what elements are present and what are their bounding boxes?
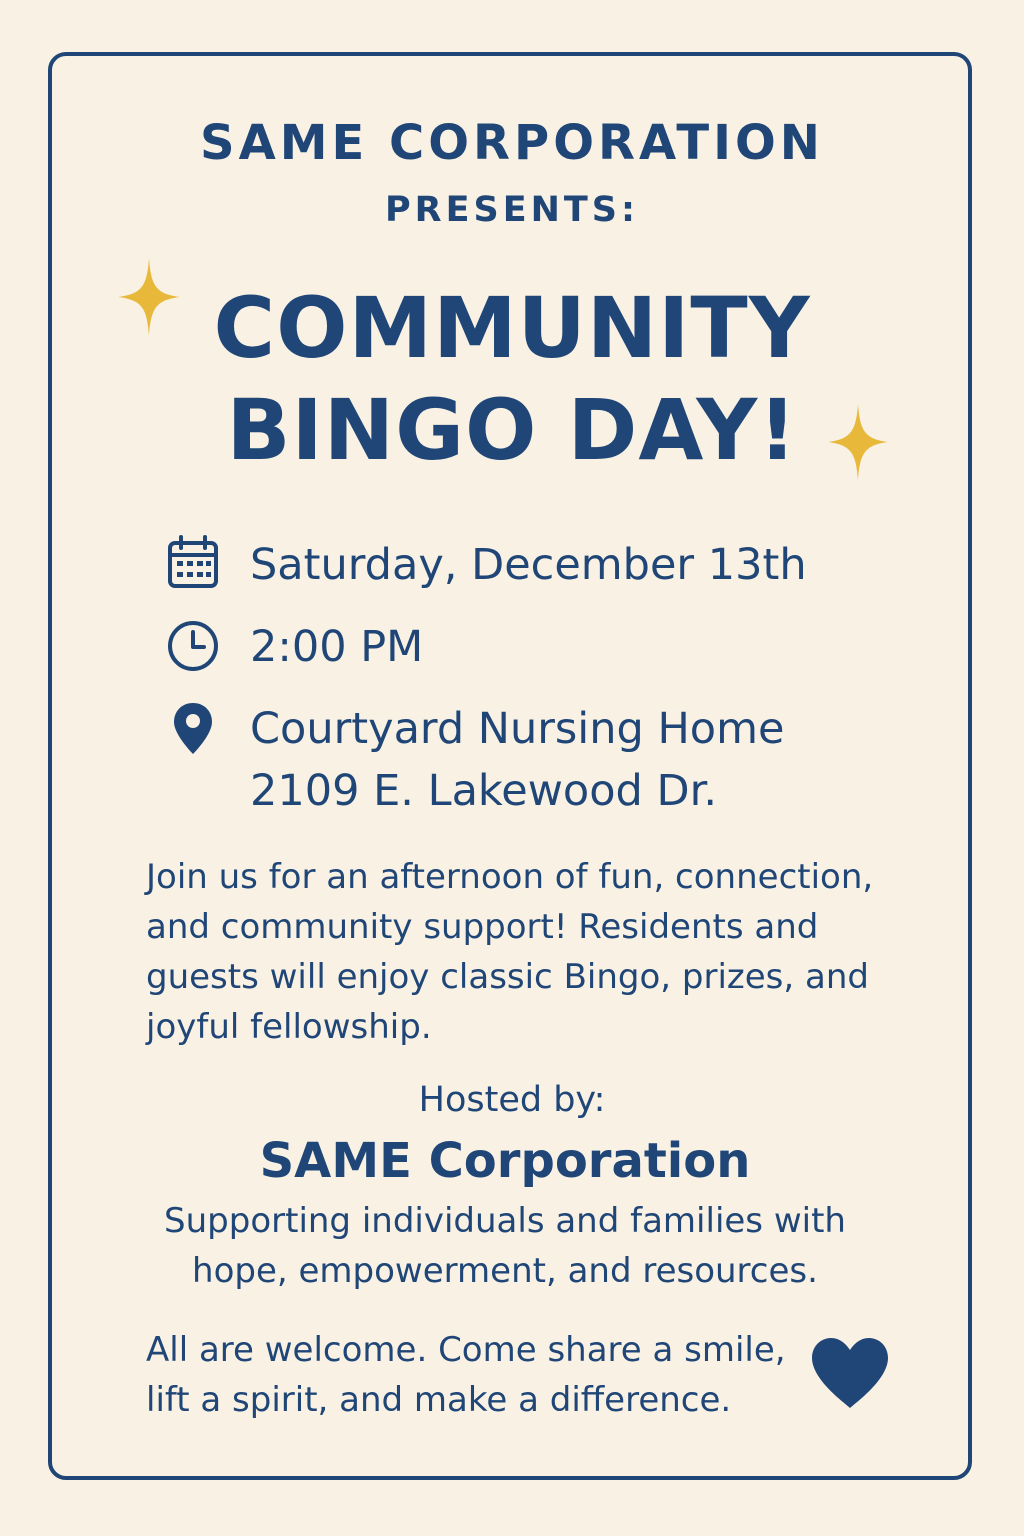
date-row: [166, 534, 807, 596]
heart-icon: [810, 1336, 890, 1410]
host-name: SAME Corporation: [259, 1133, 751, 1189]
event-title-line1: COMMUNITY: [213, 279, 811, 377]
event-date: Saturday, December 13th: [250, 540, 807, 590]
host-tagline-line1: Supporting individuals and families with: [164, 1201, 846, 1241]
time-row: [166, 616, 423, 678]
hosted-by-label: Hosted by:: [418, 1080, 606, 1120]
map-pin-icon: [166, 698, 222, 754]
location-row: [166, 698, 784, 822]
event-description: Join us for an afternoon of fun, connection, and community support! Residents and guests will enjoy classic Bingo, prizes, and joyful fellowship.: [146, 857, 874, 1047]
calendar-icon: [166, 534, 222, 590]
location-name: Courtyard Nursing Home: [250, 704, 785, 754]
presenter-name: SAME CORPORATION: [200, 115, 824, 171]
host-tagline: [0, 1196, 1010, 1296]
closing-message: [146, 1325, 806, 1425]
event-location: [250, 698, 784, 822]
closing-line2: lift a spirit, and make a difference.: [146, 1380, 732, 1420]
clock-icon: [166, 616, 222, 672]
host-tagline-line2: hope, empowerment, and resources.: [192, 1251, 818, 1291]
event-title-line2: BINGO DAY!: [226, 381, 798, 479]
event-time: 2:00 PM: [250, 622, 424, 672]
closing-line1: All are welcome. Come share a smile,: [146, 1330, 786, 1370]
presents-label: PRESENTS:: [385, 190, 639, 230]
sparkle-icon: [828, 404, 888, 480]
location-address: 2109 E. Lakewood Dr.: [250, 766, 717, 816]
